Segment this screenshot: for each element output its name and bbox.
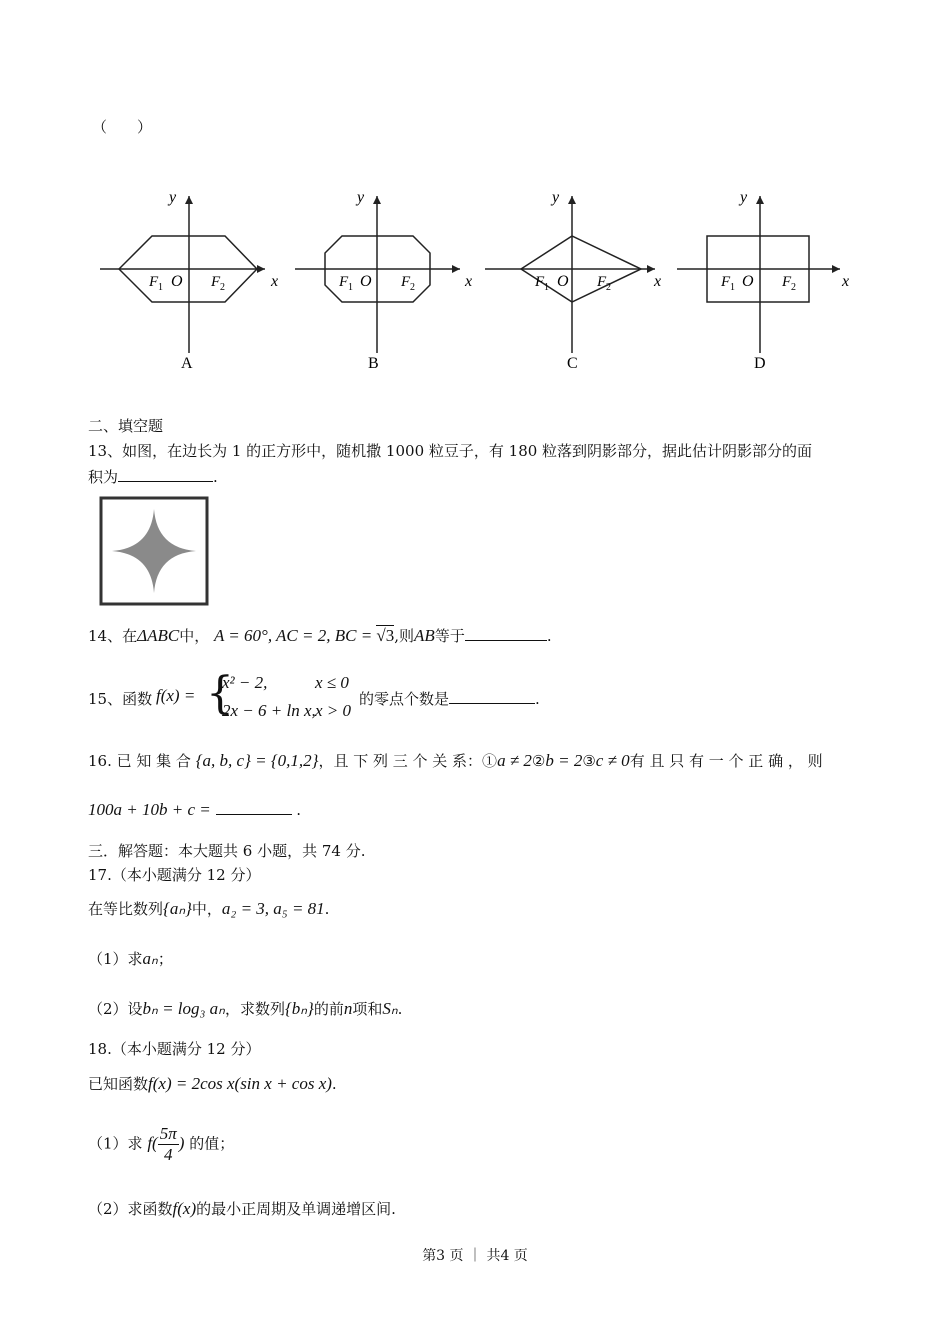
fig-c-origin: O	[557, 273, 569, 290]
figure-c	[485, 189, 661, 372]
q18-part2: （2）求函数f(x)的最小正周期及单调递增区间.	[88, 1199, 396, 1218]
fig-b-label: B	[368, 355, 379, 372]
fig-d-f1-sub: 1	[730, 282, 735, 293]
fig-a-f2-sub: 2	[220, 282, 225, 293]
q17-part1: （1）求aₙ；	[88, 949, 173, 968]
fig-d-f2-sub: 2	[791, 282, 796, 293]
fig-b-f2: F	[401, 274, 411, 290]
fig-c-f2-sub: 2	[606, 282, 611, 293]
figure-d	[677, 189, 849, 372]
fig-d-f2: F	[782, 274, 792, 290]
q15-answer-blank[interactable]	[449, 689, 535, 704]
fig-a-f1-sub: 1	[158, 282, 163, 293]
fig-a-f2: F	[211, 274, 221, 290]
q17-part2: （2）设bₙ = log₃ aₙ，求数列{bₙ}的前n项和Sₙ.	[88, 999, 403, 1018]
q16-line1: 16. 已 知 集 合 {a, b, c} = {0,1,2}，且 下 列 三 个 关 系：①a ≠ 2②b = 2③c ≠ 0有 且 只 有 一 个 正 确 ， 则	[88, 751, 823, 770]
fig-c-y-label: y	[552, 189, 560, 206]
fig-b-origin: O	[360, 273, 372, 290]
fig-d-f1: F	[721, 274, 731, 290]
option-figures	[85, 178, 865, 378]
q14-answer-blank[interactable]	[465, 626, 547, 641]
fig-c-label: C	[567, 355, 578, 372]
q15-f: f(x) =	[156, 686, 196, 705]
q15-case2-cond: x > 0	[315, 701, 352, 720]
q18-part1: （1）求 f( $\frac{5\pi}{4}$ ) 的值；	[88, 1124, 235, 1164]
fig-a-label: A	[181, 355, 193, 372]
section2-title: 二、填空题	[88, 417, 164, 435]
figure-a	[100, 189, 278, 372]
section3-title: 三．解答题：本大题共 6 小题，共 74 分.	[88, 842, 366, 860]
q17-header: 17.（本小题满分 12 分）	[88, 866, 261, 884]
q16-line2: 100a + 10b + c = .	[88, 800, 302, 819]
fig-c-f1: F	[535, 274, 545, 290]
fig-a-origin: O	[171, 273, 183, 290]
q15-tail: 的零点个数是 .	[359, 690, 540, 708]
q15-prefix: 15、函数	[88, 690, 153, 708]
fig-b-f1: F	[339, 274, 349, 290]
fig-d-x-label: x	[842, 273, 850, 290]
q17-stem: 在等比数列{aₙ}中，a₂ = 3, a₅ = 81.	[88, 899, 330, 918]
fig-b-f2-sub: 2	[410, 282, 415, 293]
fig-d-y-label: y	[740, 189, 748, 206]
page-footer: 第3 页 ｜ 共4 页	[422, 1248, 528, 1264]
q18-stem: 已知函数f(x) = 2cos x(sin x + cos x).	[88, 1074, 337, 1093]
q18-fraction: $\frac{5\pi}{4}$	[159, 1124, 177, 1164]
fig-c-x-label: x	[654, 273, 662, 290]
q13-square-figure	[99, 496, 211, 606]
q14-sqrt: √3	[376, 626, 395, 645]
q15-case1-expr: x² − 2,	[222, 673, 268, 692]
q15-case2-expr: 2x − 6 + ln x,	[222, 701, 316, 720]
q16-answer-blank[interactable]	[216, 800, 292, 815]
q15-brace: {	[206, 668, 234, 719]
q13-answer-blank[interactable]	[118, 467, 213, 482]
q13-line2: 积为 .	[88, 468, 218, 486]
q15-case1-cond: x ≤ 0	[315, 673, 349, 692]
fig-b-y-label: y	[357, 189, 365, 206]
fig-a-y-label: y	[169, 189, 177, 206]
fig-b-x-label: x	[465, 273, 473, 290]
fig-d-label: D	[754, 355, 766, 372]
figure-b	[295, 189, 472, 372]
q13-line1: 13、如图，在边长为 1 的正方形中，随机撒 1000 粒豆子，有 180 粒落到阴影部分，据此估计阴影部分的面	[88, 442, 813, 460]
fig-a-x-label: x	[271, 273, 279, 290]
fig-c-f2: F	[597, 274, 607, 290]
fig-b-f1-sub: 1	[348, 282, 353, 293]
fig-a-f1: F	[149, 274, 159, 290]
answer-paren: （ ）	[92, 118, 153, 136]
q14: 14、在ΔABC中， A = 60°, AC = 2, BC = √3,则AB等于 .	[88, 626, 552, 645]
fig-d-origin: O	[742, 273, 754, 290]
fig-c-f1-sub: 1	[544, 282, 549, 293]
q18-header: 18.（本小题满分 12 分）	[88, 1040, 261, 1058]
